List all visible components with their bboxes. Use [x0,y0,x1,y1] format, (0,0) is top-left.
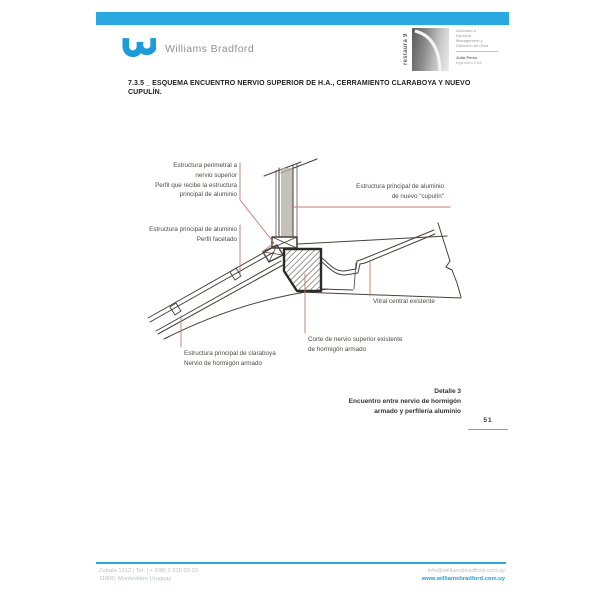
partner-curve-graphic [412,28,449,71]
section-title: 7.3.5 _ ESQUEMA ENCUENTRO NERVIO SUPERIOR DE H.A., CERRAMIENTO CLARABOYA Y NUEVO CUPULÍN. [128,80,471,96]
annotation-perimeter-structure: Estructura perimetral a nervio superior Perfil que recibe la estructura principal de aluminio [155,162,237,199]
partner-info-line: Ejercicio [456,33,472,38]
partner-logo-image [412,28,449,71]
partner-person-role: Ingeniero Civil [456,60,482,65]
partner-info-line: Management y [456,38,483,43]
annotation-aluminium-faceted-profile: Estructura principal de aluminio Perfil facetado [149,226,237,243]
brand-logo [122,36,254,61]
partner-logo [403,28,498,71]
partner-info-line: Asociado a [456,28,476,33]
partner-info-text [456,28,498,65]
footer-contact [422,567,505,583]
annotation-claraboya-structure: Estructura principal de claraboya Nervio de hormigón armado [184,350,276,367]
header-accent-bar [96,12,509,25]
annotation-concrete-rib-cut: Corte de nervio superior existente de hormigón armado [308,336,403,353]
footer-website-link[interactable]: www.williamsbradford.com.uy [421,576,505,582]
partner-info-line: Dirección de Obra [456,43,489,48]
partner-person-name: Julio Pérez [456,55,478,60]
brand-name: Williams Bradford [165,42,255,55]
footer-accent-line [96,562,506,564]
williams-bradford-w-icon [122,36,156,61]
footer-address-line2: 11000, Montevideo Uruguay [99,576,172,582]
page-number-rule [468,429,508,430]
footer-email: info@williamsbradford.com.uy [427,568,505,574]
annotation-new-cupulin-structure: Estructura principal de aluminio de nuevo "cupulín" [356,183,444,200]
footer-address [99,567,198,583]
partner-divider [456,51,498,52]
annotation-existing-vitral: Vitral central existente [373,298,435,305]
page-number: 51 [483,417,493,424]
footer-address-line1: Zabala 1312 | Tel: | + 598| 2 915 03 02 [99,568,199,574]
partner-vertical-label: restaura 9 [403,33,409,65]
detail-caption: Detalle 3 Encuentro entre nervio de hormigón armado y perfilería aluminio [348,388,461,415]
concrete-rib-section [284,249,321,291]
